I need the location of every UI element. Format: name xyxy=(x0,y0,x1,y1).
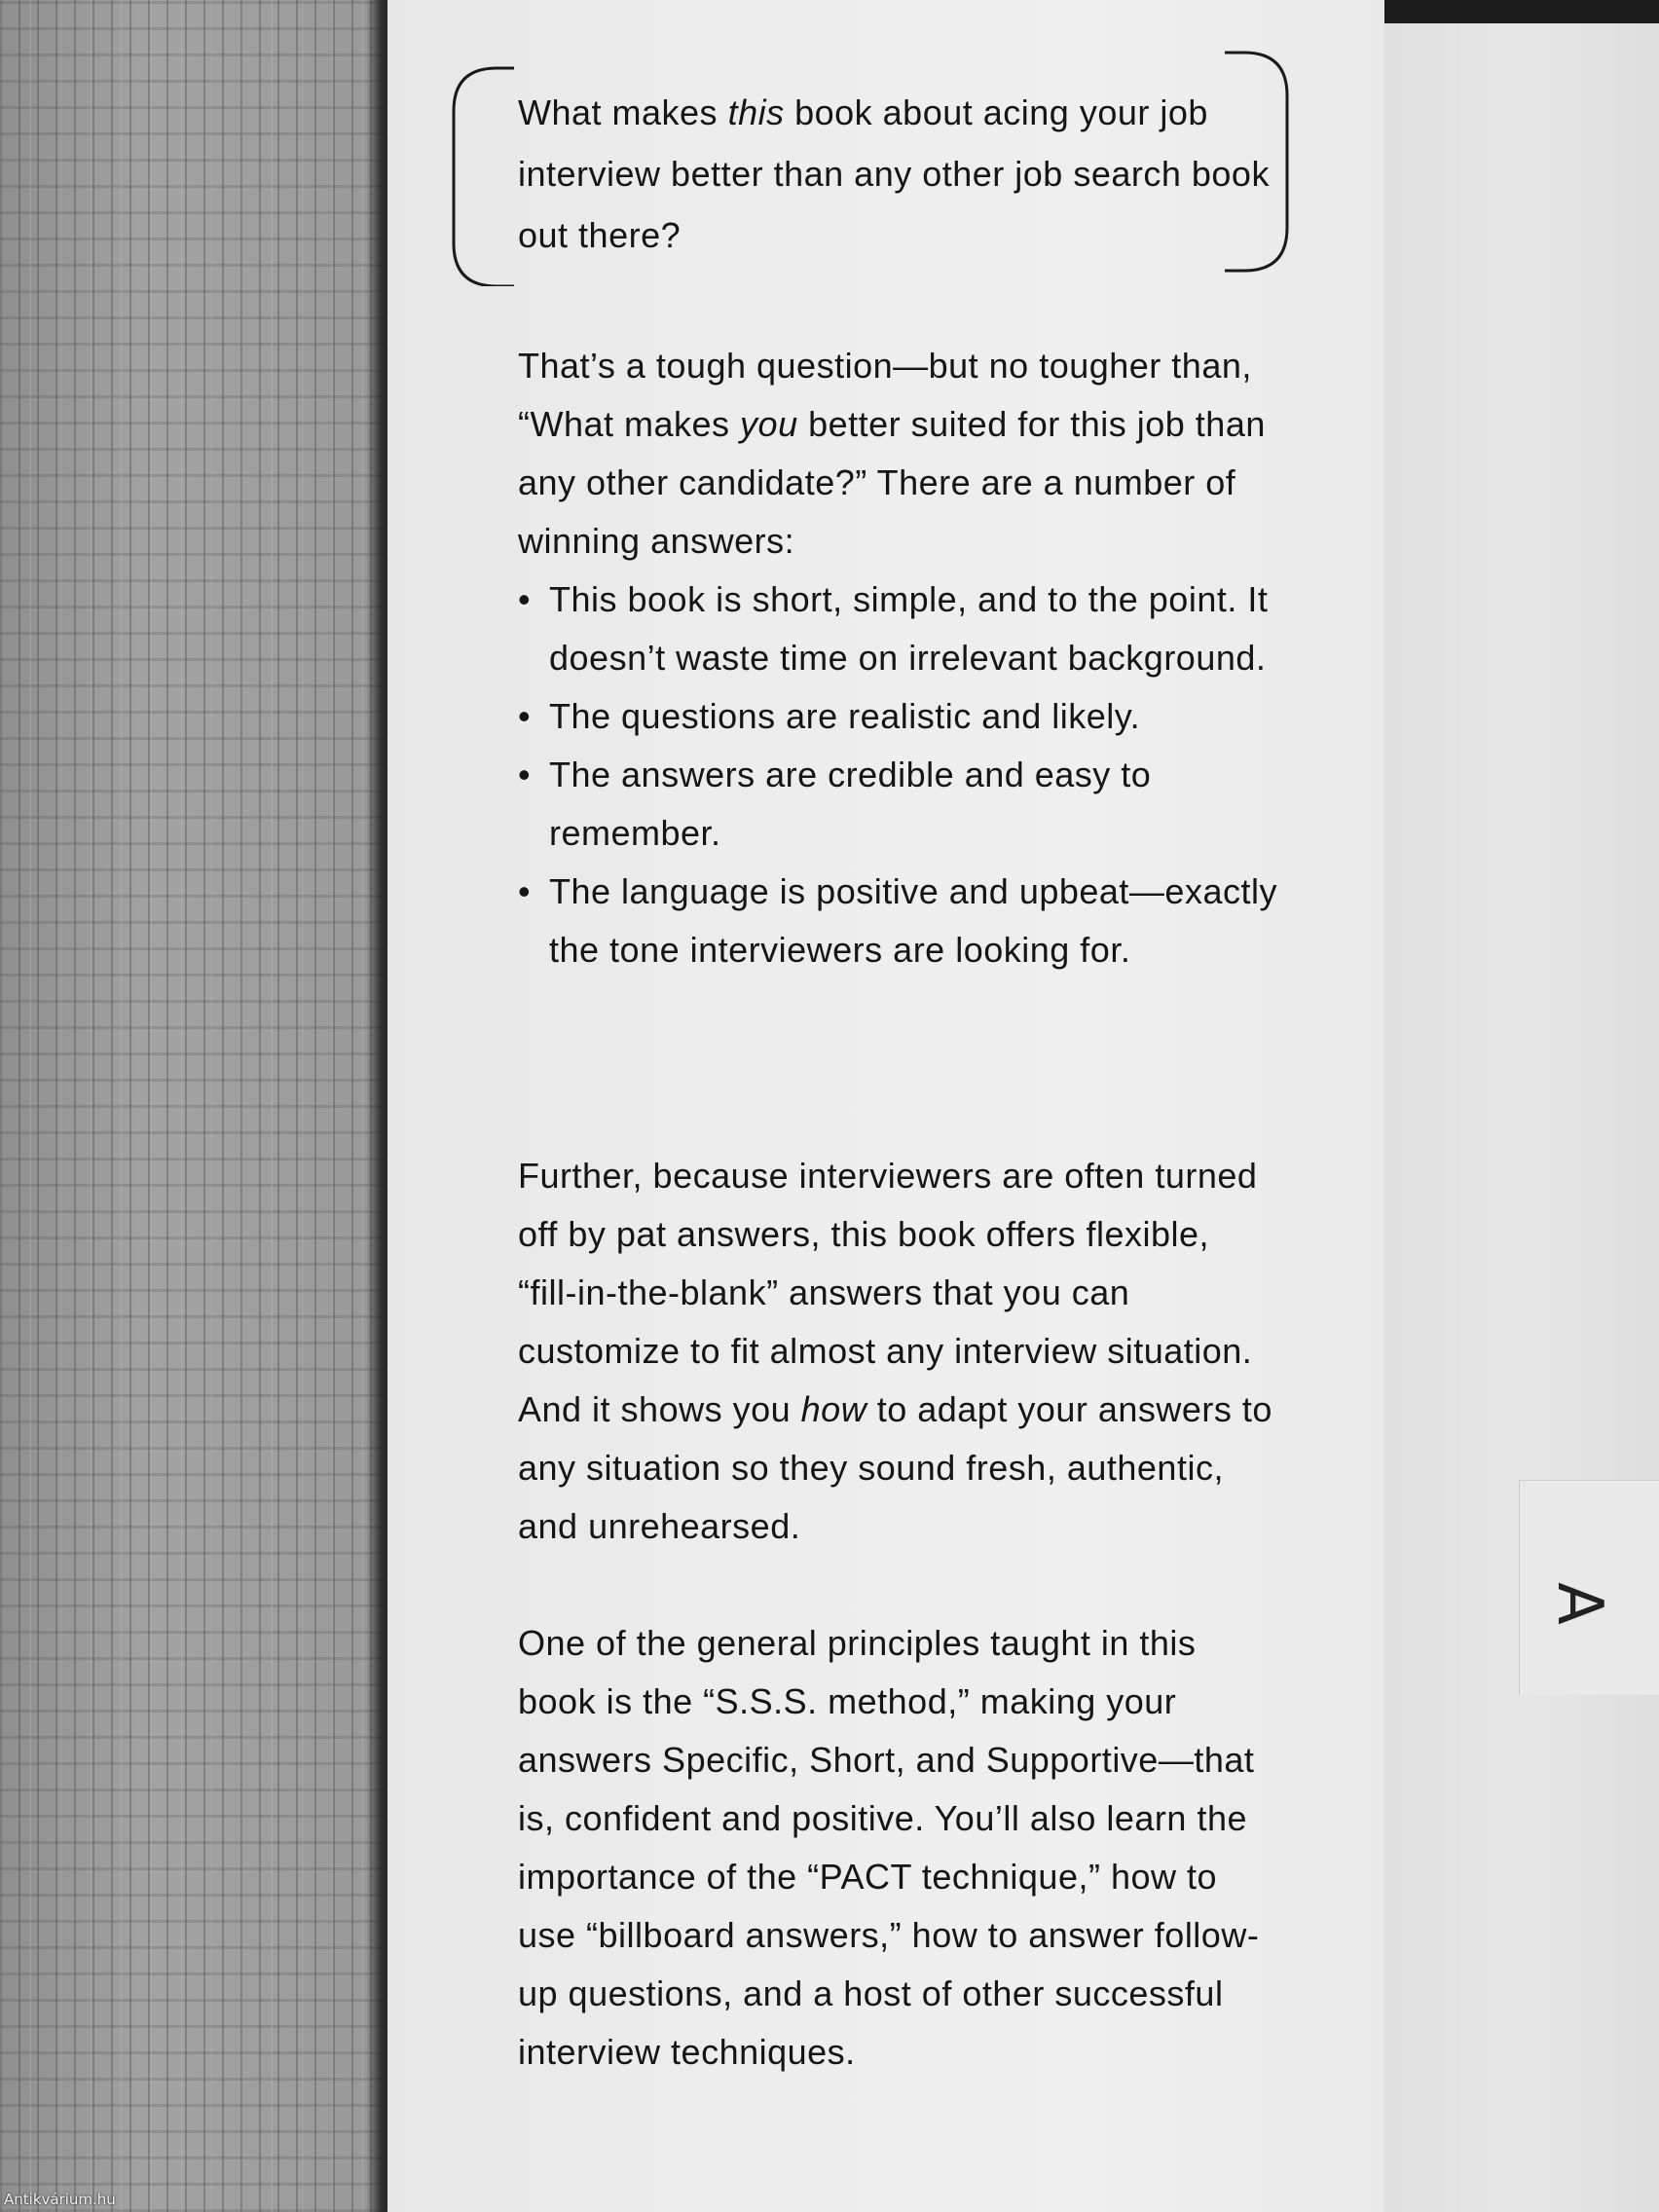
wooden-surface xyxy=(0,0,385,2212)
further-section xyxy=(518,1147,1277,1556)
handwritten-mark: A xyxy=(1542,1582,1615,1625)
list-item: • The questions are realistic and likely. xyxy=(518,687,1277,746)
intro-paragraph: That’s a tough question—but no tougher than, “What makes you better suited for this job than any other candidate?” There are a number of winning answers: xyxy=(518,346,1266,561)
book-cover-inner xyxy=(1384,0,1659,2212)
flap-question: What makes this book about acing your job interview better than any other job search book out there? xyxy=(518,92,1270,255)
further-paragraph: Further, because interviewers are often turned off by pat answers, this book offers flexible, “fill-in-the-blank” answers that you can customize to fit almost any interview situation. And it shows you how to adapt your answers to any situation so they sound fresh, authentic, and unrehearsed. xyxy=(518,1156,1272,1546)
list-item: • The language is positive and upbeat—exactly the tone interviewers are looking for. xyxy=(518,863,1277,979)
principles-paragraph: One of the general principles taught in this book is the “S.S.S. method,” making your answers Specific, Short, and Supportive—that is, confident and positive. You’ll also learn the importance of the “PACT technique,” how to use “billboard answers,” how to answer follow-up questions, and a host of other successful interview techniques. xyxy=(518,1623,1260,2072)
dark-corner xyxy=(1384,0,1659,23)
watermark-text: Antikvárium.hu xyxy=(4,2191,116,2208)
list-item: • This book is short, simple, and to the point. It doesn’t waste time on irrelevant background. xyxy=(518,571,1277,687)
list-item: • The answers are credible and easy to remember. xyxy=(518,746,1277,863)
intro-section xyxy=(518,337,1277,979)
answer-list xyxy=(518,571,1277,979)
principles-section xyxy=(518,1614,1277,2082)
